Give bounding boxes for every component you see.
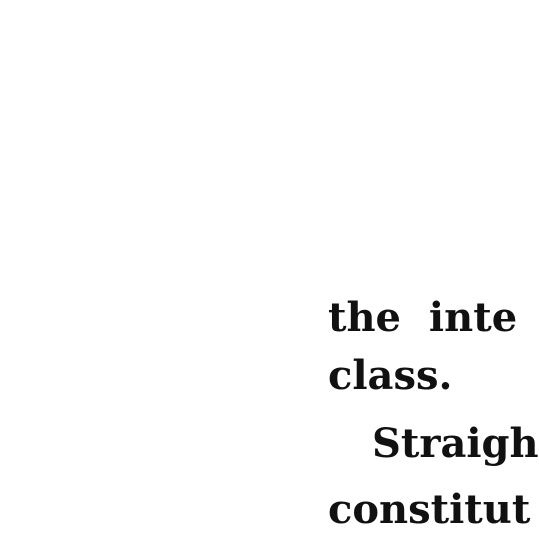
text-line: constitut [328,486,531,533]
text-line: the inte [328,294,518,341]
text-line: class. [328,352,453,399]
text-line: Straigh [372,420,539,467]
